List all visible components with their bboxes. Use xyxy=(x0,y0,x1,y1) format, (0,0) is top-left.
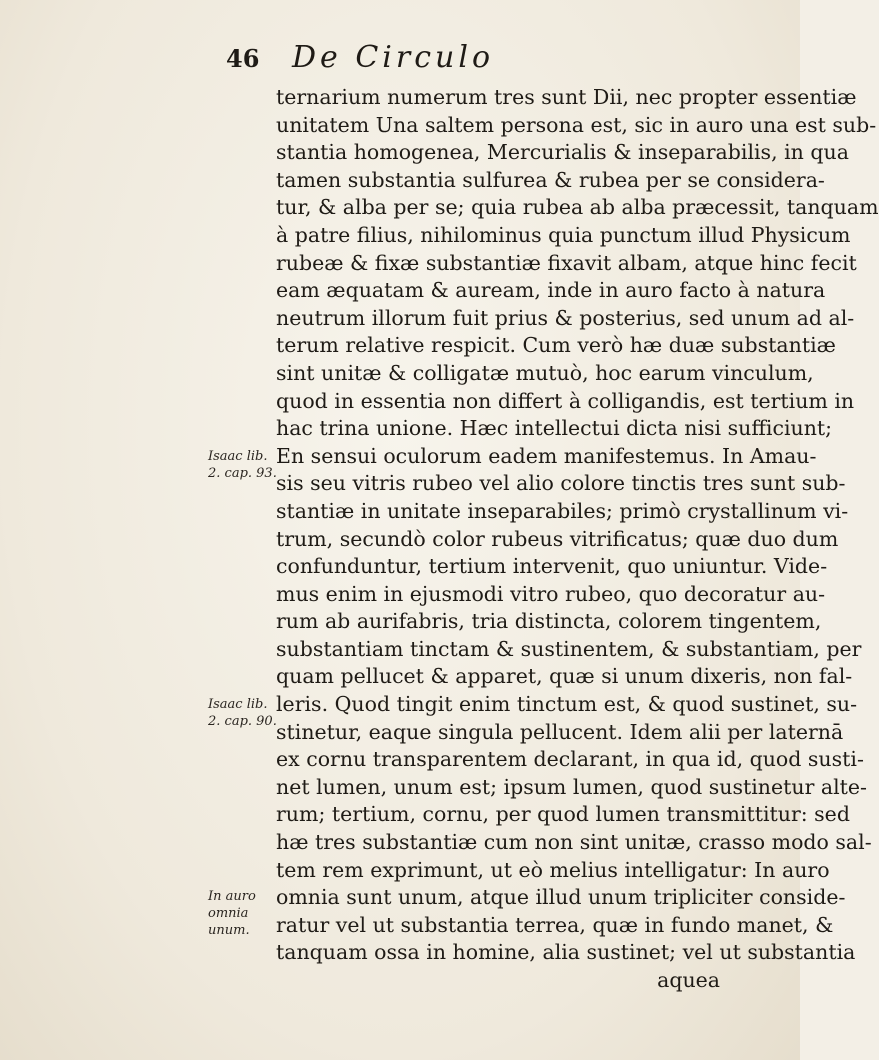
text-line: rum; tertium, cornu, per quod lumen transmittitur: sed xyxy=(276,802,850,827)
text-line: stantiæ in unitate inseparabiles; primò crystallinum vi- xyxy=(276,498,849,523)
text-line: hæ tres substantiæ cum non sint unitæ, crasso modo sal- xyxy=(276,830,872,855)
text-line: tamen substantia sulfurea & rubea per se considera- xyxy=(276,167,825,192)
text-line: tur, & alba per se; quia rubea ab alba præcessit, tanquam xyxy=(276,195,879,220)
marginal-note-in-auro: In auro omnia unum. xyxy=(208,889,256,938)
text-line: quod in essentia non differt à colligandis, est tertium in xyxy=(276,388,855,413)
text-line: confunduntur, tertium intervenit, quo uniuntur. Vide- xyxy=(276,554,828,579)
text-line: leris. Quod tingit enim tinctum est, & quod sustinet, su- xyxy=(276,692,858,717)
text-line: stantia homogenea, Mercurialis & inseparabilis, in qua xyxy=(276,140,849,165)
catchword: aquea xyxy=(657,968,720,992)
text-line: stinetur, eaque singula pellucent. Idem alii per laternā xyxy=(276,719,844,744)
marginal-note-isaac-1: Isaac lib. 2. cap. 93. xyxy=(208,449,277,481)
text-line: net lumen, unum est; ipsum lumen, quod sustinetur alte- xyxy=(276,774,867,799)
text-line: terum relative respicit. Cum verò hæ duæ substantiæ xyxy=(276,333,836,358)
text-line: omnia sunt unum, atque illud unum tripliciter conside- xyxy=(276,885,846,910)
text-line: quam pellucet & apparet, quæ si unum dixeris, non fal- xyxy=(276,664,853,689)
text-line: neutrum illorum fuit prius & posterius, sed unum ad al- xyxy=(276,305,855,330)
marginal-note-isaac-2: Isaac lib. 2. cap. 90. xyxy=(208,697,277,729)
text-line: eam æquatam & auream, inde in auro facto à natura xyxy=(276,278,826,303)
text-line: rubeæ & fixæ substantiæ fixavit albam, atque hinc fecit xyxy=(276,250,857,275)
text-line: mus enim in ejusmodi vitro rubeo, quo decoratur au- xyxy=(276,581,826,606)
text-line: hac trina unione. Hæc intellectui dicta nisi sufficiunt; xyxy=(276,416,833,441)
text-line: sis seu vitris rubeo vel alio colore tinctis tres sunt sub- xyxy=(276,471,846,496)
text-line: sint unitæ & colligatæ mutuò, hoc earum vinculum, xyxy=(276,360,814,385)
text-line: tem rem exprimunt, ut eò melius intelligatur: In auro xyxy=(276,857,830,882)
text-line: ratur vel ut substantia terrea, quæ in fundo manet, & xyxy=(276,912,834,937)
page-number: 46 xyxy=(226,44,260,73)
page-header xyxy=(0,40,800,80)
text-line: à patre filius, nihilominus quia punctum illud Physicum xyxy=(276,222,851,247)
text-line: substantiam tinctam & sustinentem, & substantiam, per xyxy=(276,636,862,661)
text-line: trum, secundò color rubeus vitrificatus; quæ duo dum xyxy=(276,526,839,551)
text-line: En sensui oculorum eadem manifestemus. In Amau- xyxy=(276,443,817,468)
main-text xyxy=(276,84,879,995)
text-line: tanquam ossa in homine, alia sustinet; vel ut substantia xyxy=(276,940,856,965)
text-line: unitatem Una saltem persona est, sic in auro una est sub- xyxy=(276,112,877,137)
text-line: ex cornu transparentem declarant, in qua id, quod susti- xyxy=(276,747,864,772)
running-title: De Circulo xyxy=(292,40,495,75)
text-line: ternarium numerum tres sunt Dii, nec propter essentiæ xyxy=(276,85,857,109)
text-line: rum ab aurifabris, tria distincta, colorem tingentem, xyxy=(276,609,822,634)
